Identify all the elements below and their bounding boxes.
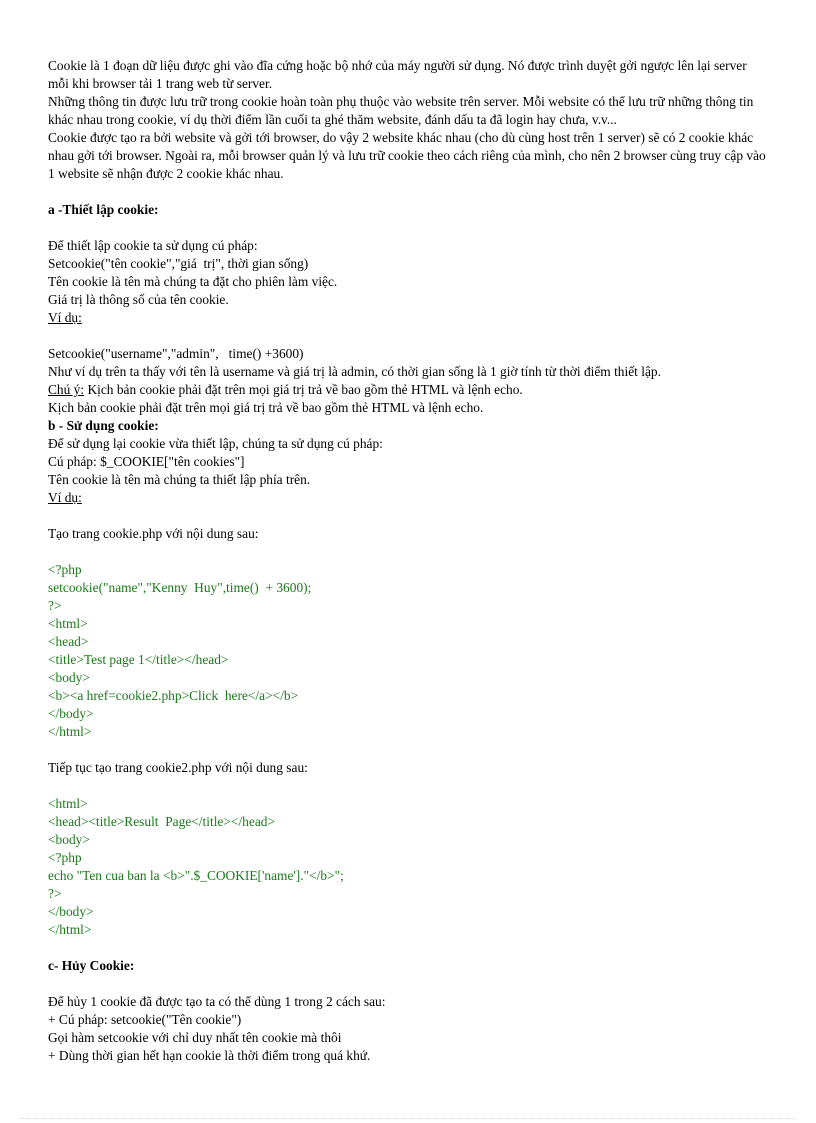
create-page2-text: Tiếp tục tạo trang cookie2.php với nội dung sau: [48,760,308,775]
code-line: </body> [48,706,94,721]
note-text: Kịch bản cookie phải đặt trên mọi giá trị trả về bao gồm thẻ HTML và lệnh echo. [84,382,523,397]
code-line: echo "Ten cua ban la <b>".$_COOKIE['name']."</b>"; [48,868,344,883]
code-line: <?php [48,562,82,577]
code-line: </body> [48,904,94,919]
example-note: Như ví dụ trên ta thấy với tên là username và giá trị là admin, có thời gian sống là 1 giờ tính từ thời điểm thiết lập. [48,364,661,379]
section-c-line: Gọi hàm setcookie với chỉ duy nhất tên cookie mà thôi [48,1030,342,1045]
intro-paragraph-1: Cookie là 1 đoạn dữ liệu được ghi vào đĩa cứng hoặc bộ nhớ của máy người sử dụng. Nó được trình duyệt gởi ngược lên lại server mỗi khi browser tải 1 trang web từ server. [48,58,751,91]
section-c-line: + Cú pháp: setcookie("Tên cookie") [48,1012,242,1027]
section-c-line: Để hủy 1 cookie đã được tạo ta có thể dùng 1 trong 2 cách sau: [48,994,386,1009]
intro-paragraph-3: Cookie được tạo ra bởi website và gởi tới browser, do vậy 2 website khác nhau (cho dù cùng host trên 1 server) sẽ có 2 cookie khác nhau gởi tới browser. Ngoài ra, mỗi browser quản lý và lưu trữ cookie theo cách riêng của mình, cho nên 2 browser cùng truy cập vào 1 website sẽ nhận được 2 cookie khác nhau. [48,130,770,181]
code-line: <body> [48,670,90,685]
code-line: <title>Test page 1</title></head> [48,652,229,667]
code-line: <b><a href=cookie2.php>Click here</a></b> [48,688,299,703]
section-c-heading: c- Hủy Cookie: [48,958,135,973]
code-line: </html> [48,724,92,739]
example-label: Ví dụ: [48,490,82,505]
section-a-line: Để thiết lập cookie ta sử dụng cú pháp: [48,238,258,253]
intro-paragraph-2: Những thông tin được lưu trữ trong cookie hoàn toàn phụ thuộc vào website trên server. Mỗi website có thể lưu trữ những thông tin khác nhau trong cookie, ví dụ thời điểm lần cuối ta ghé thăm website, đánh dấu ta đã login hay chưa, v.v... [48,94,757,127]
code-line: setcookie("name","Kenny Huy",time() + 3600); [48,580,312,595]
code-line: <?php [48,850,82,865]
section-c-line: + Dùng thời gian hết hạn cookie là thời điểm trong quá khứ. [48,1048,371,1063]
section-a-heading: a -Thiết lập cookie: [48,202,159,217]
example-code-setcookie: Setcookie("username","admin", time() +3600) [48,346,304,361]
section-b-line: Để sử dụng lại cookie vừa thiết lập, chúng ta sử dụng cú pháp: [48,436,383,451]
example-label: Ví dụ: [48,310,82,325]
code-block-cookie2-php [48,795,768,939]
document-page [48,57,768,1065]
code-block-cookie-php [48,561,768,741]
note-repeat: Kịch bản cookie phải đặt trên mọi giá trị trả về bao gồm thẻ HTML và lệnh echo. [48,400,484,415]
section-b-heading: b - Sử dụng cookie: [48,418,159,433]
code-line: <body> [48,832,90,847]
section-a-line: Tên cookie là tên mà chúng ta đặt cho phiên làm việc. [48,274,338,289]
create-page1-text: Tạo trang cookie.php với nội dung sau: [48,526,259,541]
section-b-line: Tên cookie là tên mà chúng ta thiết lập phía trên. [48,472,311,487]
code-line: ?> [48,886,62,901]
code-line: </html> [48,922,92,937]
page-bottom-divider [20,1118,796,1119]
section-a-line: Setcookie("tên cookie","giá trị", thời gian sống) [48,256,309,271]
code-line: <html> [48,796,88,811]
code-line: <html> [48,616,88,631]
code-line: <head><title>Result Page</title></head> [48,814,276,829]
section-b-line: Cú pháp: $_COOKIE["tên cookies"] [48,454,245,469]
note-label: Chú ý: [48,382,85,397]
code-line: <head> [48,634,89,649]
code-line: ?> [48,598,62,613]
section-a-line: Giá trị là thông số của tên cookie. [48,292,229,307]
